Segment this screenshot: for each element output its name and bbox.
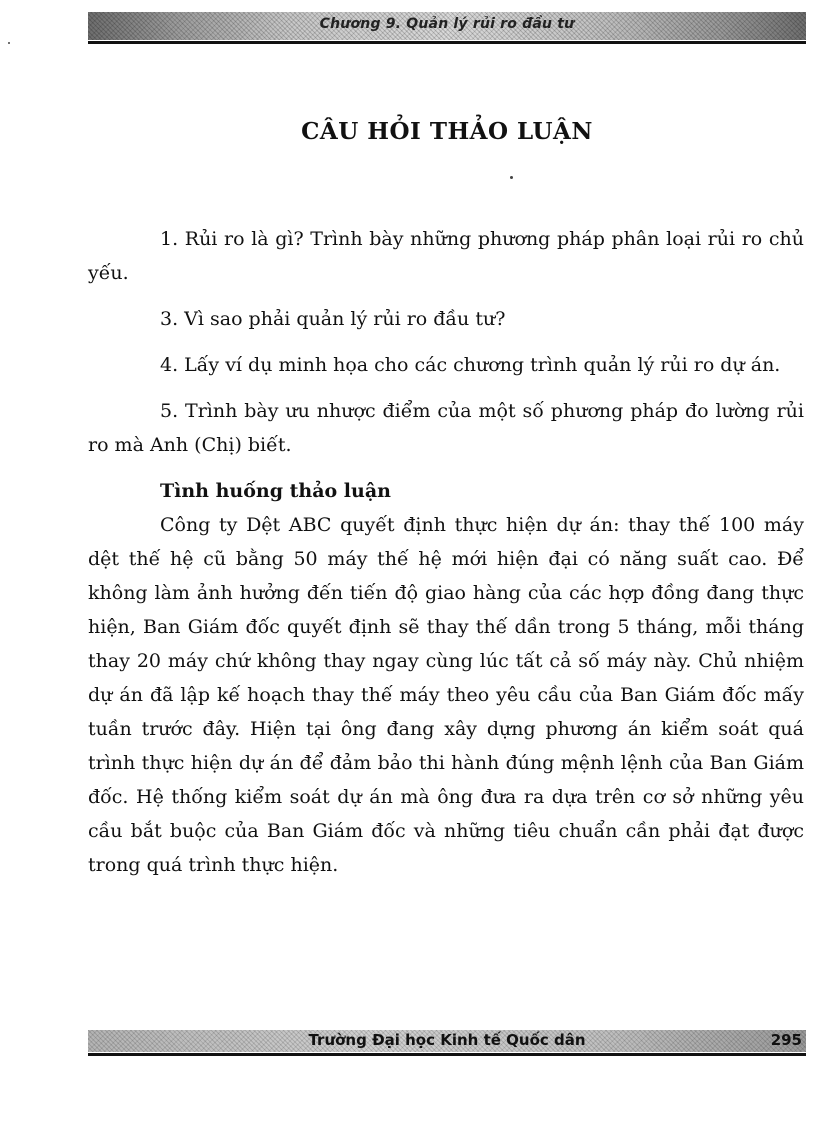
running-header-title: Chương 9. Quản lý rủi ro đầu tư <box>319 16 575 32</box>
page-number: 295 <box>770 1031 802 1049</box>
scan-speck <box>8 42 10 44</box>
question-4: 4. Lấy ví dụ minh họa cho các chương trình quản lý rủi ro dự án. <box>160 354 781 376</box>
question-3: 3. Vì sao phải quản lý rủi ro đầu tư? <box>160 308 506 330</box>
page-title: CÂU HỎI THẢO LUẬN <box>301 118 593 145</box>
header-rule <box>88 41 806 44</box>
footer-institution: Trường Đại học Kinh tế Quốc dân <box>308 1031 586 1049</box>
running-header <box>88 12 806 40</box>
case-paragraph: Công ty Dệt ABC quyết định thực hiện dự án: thay thế 100 máy dệt thế hệ cũ bằng 50 máy thế hệ mới hiện đại có năng suất cao. Để không làm ảnh hưởng đến tiến độ giao hàng của các hợp đồng đang thực hiện, Ban Giám đốc quyết định sẽ thay thế dần trong 5 tháng, mỗi tháng thay 20 máy chứ không thay ngay cùng lúc tất cả số máy này. Chủ nhiệm dự án đã lập kế hoạch thay thế máy theo yêu cầu của Ban Giám đốc mấy tuần trước đây. Hiện tại ông đang xây dựng phương án kiểm soát quá trình thực hiện dự án để đảm bảo thi hành đúng mệnh lệnh của Ban Giám đốc. Hệ thống kiểm soát dự án mà ông đưa ra dựa trên cơ sở những yêu cầu bắt buộc của Ban Giám đốc và những tiêu chuẩn cần phải đạt được trong quá trình thực hiện. <box>88 514 804 876</box>
question-1: 1. Rủi ro là gì? Trình bày những phương pháp phân loại rủi ro chủ yếu. <box>88 228 804 284</box>
page-body <box>88 222 804 882</box>
footer-rule <box>88 1053 806 1056</box>
running-footer <box>88 1030 806 1052</box>
question-5: 5. Trình bày ưu nhược điểm của một số phương pháp đo lường rủi ro mà Anh (Chị) biết. <box>88 400 804 456</box>
scan-speck <box>510 176 513 179</box>
case-heading: Tình huống thảo luận <box>160 480 391 502</box>
